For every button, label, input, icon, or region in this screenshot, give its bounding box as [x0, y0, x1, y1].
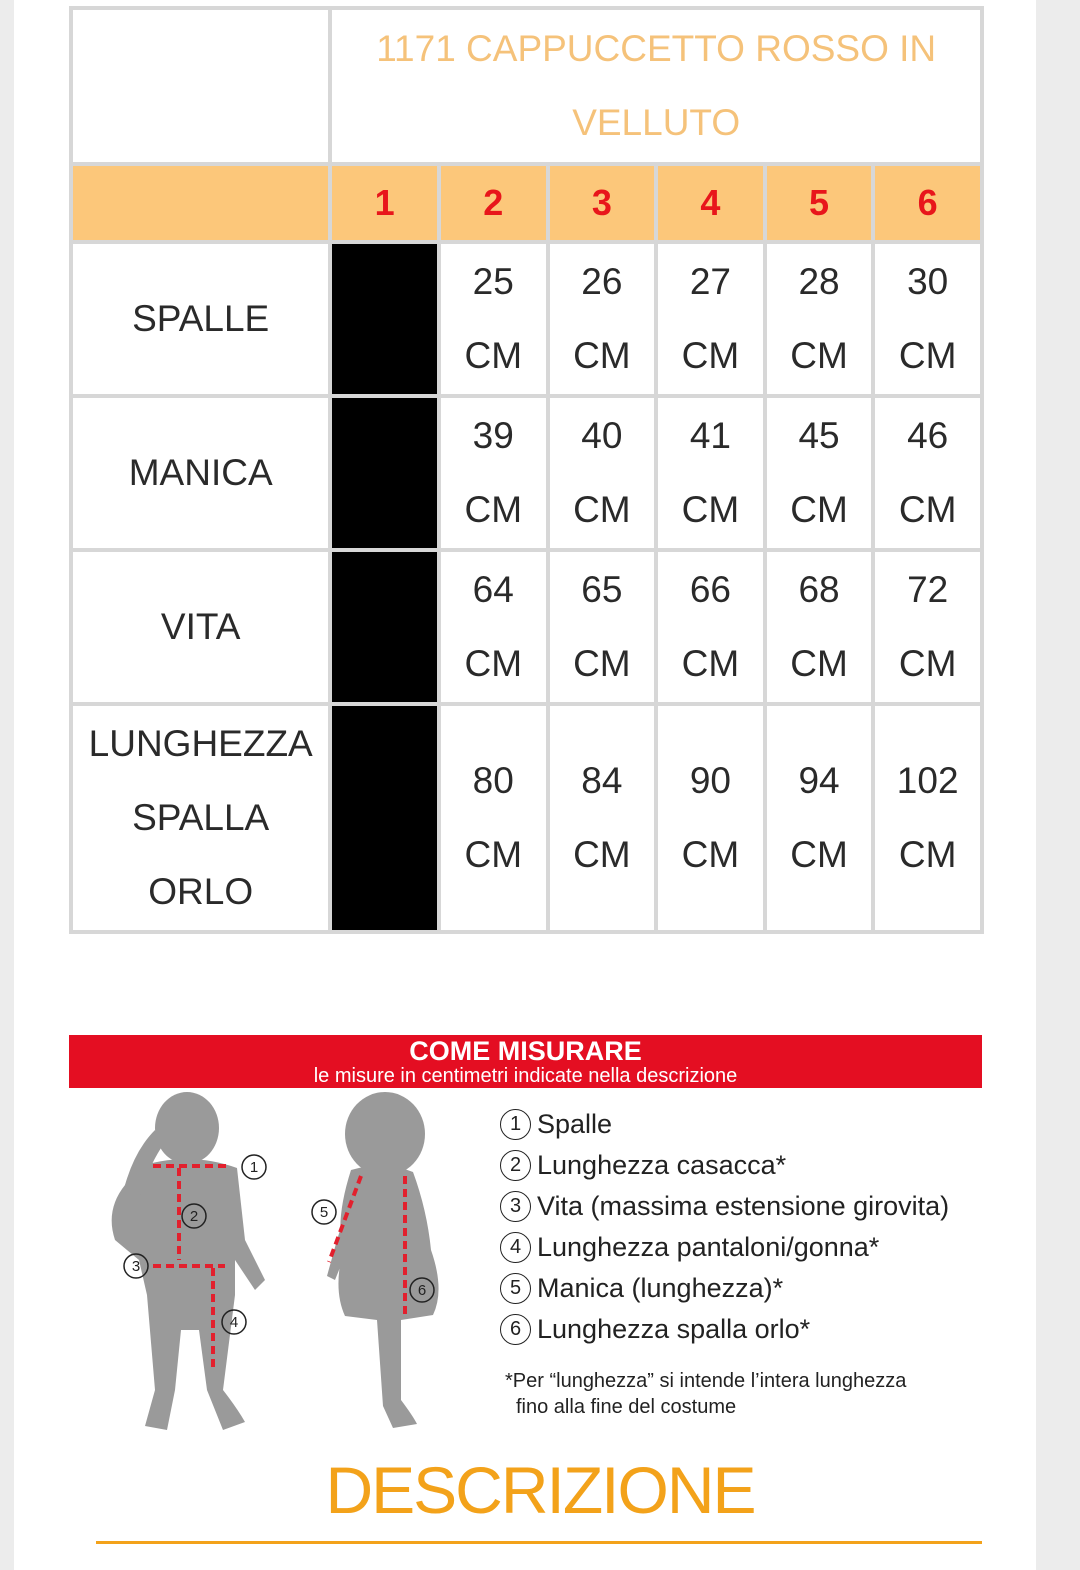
value-cell: 94 CM	[767, 706, 872, 930]
marker-2: 2	[189, 1208, 199, 1225]
row-label-manica: MANICA	[73, 398, 328, 548]
legend-item: 2 Lunghezza casacca*	[500, 1145, 1000, 1186]
size-3: 3	[550, 166, 655, 240]
value-cell: 26 CM	[550, 244, 655, 394]
marker-5: 5	[319, 1204, 329, 1221]
legend-item: 3 Vita (massima estensione girovita)	[500, 1186, 1000, 1227]
marker-4: 4	[229, 1314, 239, 1331]
value-cell: 84 CM	[550, 706, 655, 930]
legend-item: 1 Spalle	[500, 1104, 1000, 1145]
length-note	[505, 1368, 985, 1420]
blacked-out-cell	[332, 706, 437, 930]
value-cell: 102 CM	[875, 706, 980, 930]
note-line-2: fino alla fine del costume	[516, 1396, 737, 1418]
value-cell: 27 CM	[658, 244, 763, 394]
value-cell: 40 CM	[550, 398, 655, 548]
description-heading: DESCRIZIONE	[325, 1453, 755, 1527]
table-row	[73, 398, 980, 548]
table-row	[73, 706, 980, 930]
row-label-vita: VITA	[73, 552, 328, 702]
value-cell: 64 CM	[441, 552, 546, 702]
value-cell: 39 CM	[441, 398, 546, 548]
table-row	[73, 552, 980, 702]
legend-item: 4 Lunghezza pantaloni/gonna*	[500, 1227, 1000, 1268]
size-table	[69, 6, 984, 934]
table-row	[73, 244, 980, 394]
product-title: 1171 CAPPUCCETTO ROSSO IN VELLUTO	[332, 10, 980, 162]
marker-1: 1	[249, 1159, 259, 1176]
child-front-figure	[95, 1090, 285, 1440]
measure-legend	[500, 1104, 1000, 1350]
marker-3: 3	[131, 1258, 141, 1275]
size-2: 2	[441, 166, 546, 240]
value-cell: 45 CM	[767, 398, 872, 548]
heading-underline	[96, 1541, 982, 1544]
blacked-out-cell	[332, 552, 437, 702]
legend-item: 5 Manica (lunghezza)*	[500, 1268, 1000, 1309]
value-cell: 65 CM	[550, 552, 655, 702]
value-cell: 66 CM	[658, 552, 763, 702]
empty-corner-cell	[73, 10, 328, 162]
row-label-spalle: SPALLE	[73, 244, 328, 394]
how-to-measure-banner	[69, 1035, 982, 1088]
banner-subtitle: le misure in centimetri indicate nella descrizione	[313, 1065, 738, 1087]
value-cell: 68 CM	[767, 552, 872, 702]
size-6: 6	[875, 166, 980, 240]
size-header-row	[73, 166, 980, 240]
value-cell: 30 CM	[875, 244, 980, 394]
row-label-lunghezza: LUNGHEZZA SPALLA ORLO	[73, 706, 328, 930]
value-cell: 28 CM	[767, 244, 872, 394]
size-5: 5	[767, 166, 872, 240]
value-cell: 25 CM	[441, 244, 546, 394]
marker-6: 6	[417, 1282, 427, 1299]
note-line-1: *Per “lunghezza” si intende l’intera lunghezza	[505, 1370, 907, 1392]
value-cell: 46 CM	[875, 398, 980, 548]
value-cell: 80 CM	[441, 706, 546, 930]
banner-title: COME MISURARE	[409, 1036, 642, 1066]
size-1: 1	[332, 166, 437, 240]
blacked-out-cell	[332, 244, 437, 394]
child-side-figure	[305, 1090, 455, 1440]
value-cell: 90 CM	[658, 706, 763, 930]
legend-item: 6 Lunghezza spalla orlo*	[500, 1309, 1000, 1350]
size-4: 4	[658, 166, 763, 240]
value-cell: 72 CM	[875, 552, 980, 702]
blacked-out-cell	[332, 398, 437, 548]
value-cell: 41 CM	[658, 398, 763, 548]
title-row	[73, 10, 980, 162]
size-header-corner	[73, 166, 328, 240]
